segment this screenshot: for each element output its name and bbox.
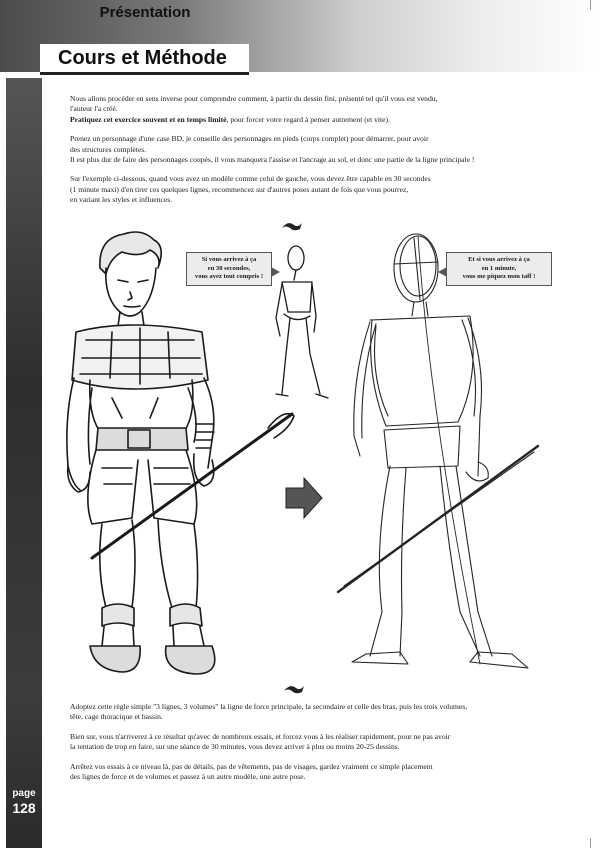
paragraph-line: Prenez un personnage d'une case BD, je conseille des personnages en pieds (corps complet) pour démarrer, pour avoir [70,134,429,144]
paragraph-line: Adoptez cette règle simple "3 lignes, 3 volumes" la ligne de force principale, la secondaire et celle des bras, puis les trois volumes, [70,702,468,711]
bubble-line: vous avez tout compris ! [194,273,264,281]
arrow-right-icon [284,476,324,520]
page-number: 128 [12,800,36,816]
stick-figure-illustration [266,244,336,406]
section-title: Présentation [99,4,191,21]
paragraph-line: Nous allons procéder en sens inverse pour comprendre comment, à partir du dessin fini, présenté tel qu'il vous est vendu, [70,94,438,103]
page-title: Cours et Méthode [40,44,249,75]
bubble-line: en 1 minute, [481,264,517,272]
paragraph-line: Arrêtez vos essais à ce niveau là, pas de détails, pas de vêtements, pas de visages, gardez vraiment ce simple placement [70,761,433,771]
bubble-line: vous me piquez mon taff ! [462,273,536,281]
bubble-line: Et si vous arrivez à ça [468,256,530,263]
speech-bubble-left [186,252,272,286]
detailed-character-illustration [62,228,298,680]
outro-text [70,702,570,782]
bubble-line: Si vous arrivez à ça [201,256,257,263]
paragraph-line-rest: , pour forcer votre regard à penser autrement (et vite). [226,114,390,124]
paragraph-line: la tentation de trop en faire, sur une séance de 30 minutes, vous devez arriver à plus ou moins 20-25 dessins. [70,742,400,752]
bold-instruction: Pratiquez cet exercice souvent et en temps limité [70,114,227,124]
crop-mark [590,0,591,10]
paragraph-line: en variant les styles et influences. [70,195,173,205]
side-bar [6,78,42,848]
paragraph-line: l'auteur l'a créé. [70,104,118,114]
speech-bubble-right [446,252,552,286]
page-label: page [12,788,36,799]
paragraph-line [70,115,570,125]
construction-sketch-illustration [330,216,540,684]
paragraph-line: des lignes de force et de volumes et passez à un autre modèle, une autre pose. [70,772,306,782]
paragraph-line: Bien sur, vous n'arriverez à ce résultat qu'avec de nombreux essais, et forcez vous à les réaliser rapidement, pour ne pas avoir [70,731,451,741]
paragraph-line: Il est plus dur de faire des personnages coupés, il vous manquera l'assise et l'ancrage au sol, et donc une partie de la ligne principale ! [70,155,475,165]
paragraph-line: tête, cage thoracique et bassin. [70,712,163,722]
paragraph-line: (1 minute maxi) d'en tirer ces quelques lignes, recommencez sur d'autres poses autant de fois que vous pourrez, [70,184,409,194]
crop-mark [590,838,591,848]
paragraph-line: des structures complètes. [70,144,147,154]
bubble-line: en 30 secondes, [207,264,251,272]
ornament-icon [282,683,306,695]
intro-text [70,94,570,206]
paragraph-line: Sur l'exemple ci-dessous, quand vous avez un modèle comme celui de gauche, vous devez être capable en 30 secondes [70,174,431,184]
